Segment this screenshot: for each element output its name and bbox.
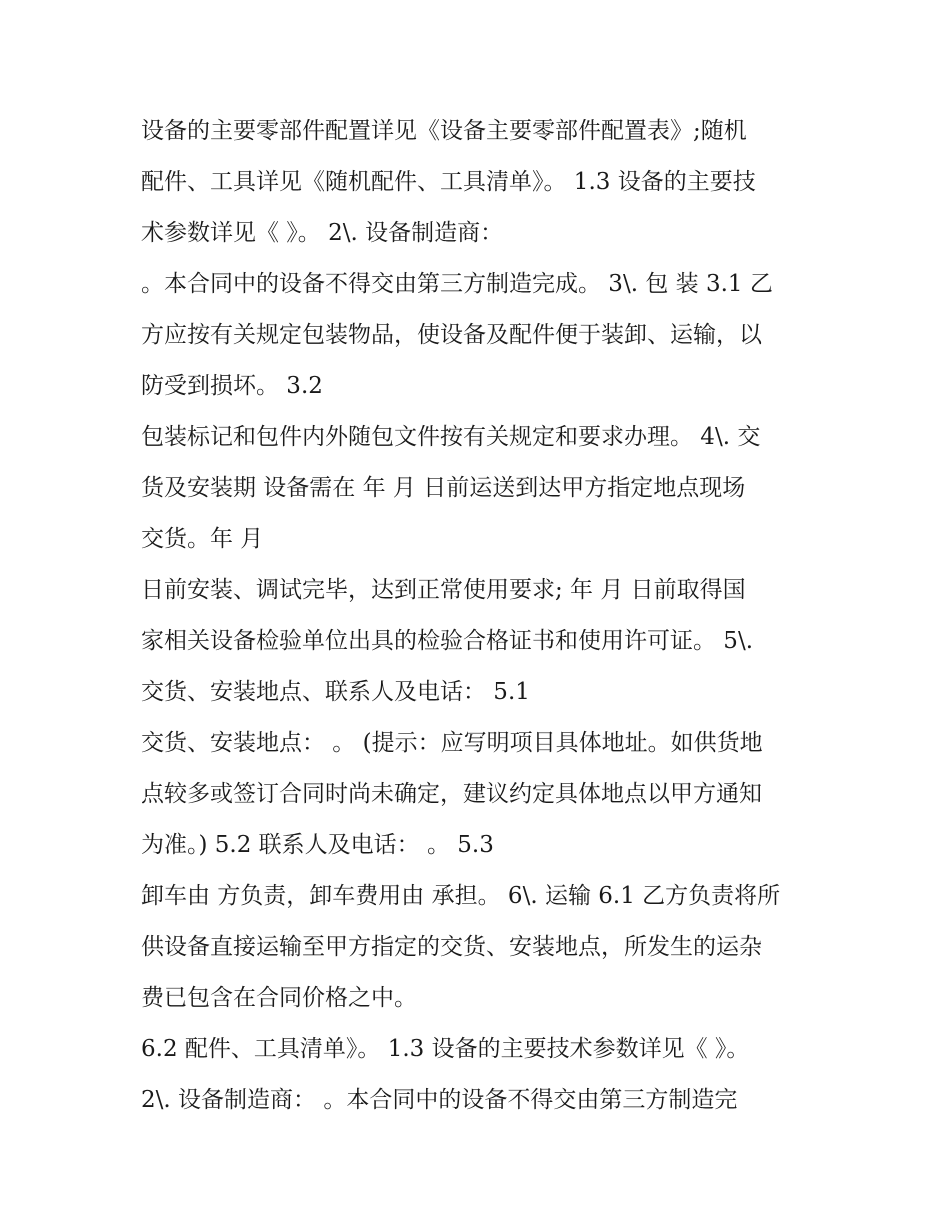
text-line-3: 术参数详见《 》。 2\. 设备制造商：	[141, 220, 504, 246]
text-line-17: 供设备直接运输至甲方指定的交货、安装地点，所发生的运杂	[141, 934, 762, 960]
contract-text	[141, 106, 821, 1126]
text-line-7: 包装标记和包件内外随包文件按有关规定和要求办理。 4\. 交	[141, 424, 761, 450]
text-line-20: 2\. 设备制造商： 。本合同中的设备不得交由第三方制造完	[141, 1087, 738, 1113]
text-line-15: 为准。) 5.2 联系人及电话： 。 5.3	[141, 832, 494, 858]
text-line-2: 配件、工具详见《随机配件、工具清单》。 1.3 设备的主要技	[141, 169, 756, 195]
text-line-9: 交货。年 月	[141, 526, 264, 552]
text-line-8: 货及安装期 设备需在 年 月 日前运送到达甲方指定地点现场	[141, 475, 746, 501]
text-line-10: 日前安装、调试完毕，达到正常使用要求; 年 月 日前取得国	[141, 577, 746, 603]
text-line-14: 点较多或签订合同时尚未确定，建议约定具体地点以甲方通知	[141, 781, 762, 807]
text-line-13: 交货、安装地点： 。 (提示：应写明项目具体地址。如供货地	[141, 730, 763, 756]
text-line-12: 交货、安装地点、联系人及电话： 5.1	[141, 679, 530, 705]
text-line-4: 。本合同中的设备不得交由第三方制造完成。 3\. 包 装 3.1 乙	[141, 271, 773, 297]
text-line-18: 费已包含在合同价格之中。	[141, 985, 417, 1011]
text-line-16: 卸车由 方负责，卸车费用由 承担。 6\. 运输 6.1 乙方负责将所	[141, 883, 781, 909]
text-line-19: 6.2 配件、工具清单》。 1.3 设备的主要技术参数详见《 》。	[141, 1036, 750, 1062]
text-line-5: 方应按有关规定包装物品，使设备及配件便于装卸、运输，以	[141, 322, 762, 348]
text-line-11: 家相关设备检验单位出具的检验合格证书和使用许可证。 5\.	[141, 628, 754, 654]
text-line-6: 防受到损坏。 3.2	[141, 373, 323, 399]
text-line-1: 设备的主要零部件配置详见《设备主要零部件配置表》;随机	[141, 118, 747, 144]
